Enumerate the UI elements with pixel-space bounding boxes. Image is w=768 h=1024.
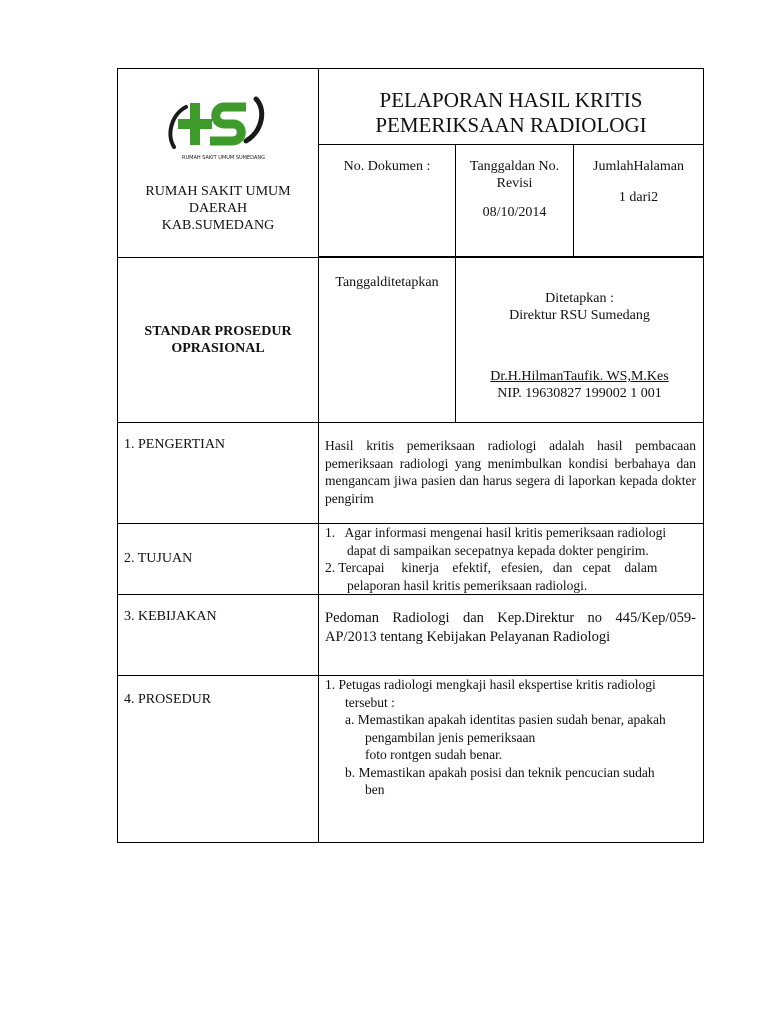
pages-cell <box>574 145 703 256</box>
hospital-logo <box>168 89 268 169</box>
header-row <box>118 69 704 257</box>
section-prosedur <box>118 676 704 843</box>
hospital-cell <box>118 69 319 258</box>
sop-label-cell <box>118 258 319 423</box>
section-label-cell <box>118 595 319 676</box>
list-item: b. Memastikan apakah posisi dan teknik pencucian sudah <box>345 764 655 780</box>
section-label: 3. KEBIJAKAN <box>124 609 217 624</box>
list-item: 2. Tercapai kinerja efektif, efesien, dan cepat dalam <box>325 560 658 575</box>
section-label-cell <box>118 524 319 595</box>
kebijakan-text: Pedoman Radiologi dan Kep.Direktur no 445/Kep/059-AP/2013 tentang Kebijakan Pelayanan Radiologi <box>325 610 696 645</box>
sop-row <box>118 258 704 423</box>
list-item: a. Memastikan apakah identitas pasien sudah benar, apakah <box>345 712 666 727</box>
section-kebijakan <box>118 595 704 676</box>
revision-label: Tanggaldan No. <box>469 159 560 174</box>
section-pengertian <box>118 423 704 524</box>
set-by-label: Ditetapkan : <box>545 291 614 306</box>
signatory-name: Dr.H.HilmanTaufik. WS,M.Kes <box>490 369 669 384</box>
sop-approval-cell <box>319 258 704 423</box>
title-block <box>319 69 704 257</box>
document-meta <box>319 145 703 256</box>
pages-label: JumlahHalaman <box>593 159 684 174</box>
pengertian-text: Hasil kritis pemeriksaan radiologi adalah hasil pembacaan pemeriksaan radiologi yang menimbulkan kondisi berbahaya dan mengancam jiwa pasien dan harus segera di laporkan kepada dokter pengirim <box>325 438 696 506</box>
list-item: 1. Agar informasi mengenai hasil kritis pemeriksaan radiologi <box>325 525 667 540</box>
section-content-cell <box>319 524 704 595</box>
pages-value: 1 dari2 <box>618 190 659 205</box>
set-by-title: Direktur RSU Sumedang <box>509 308 650 323</box>
section-content-cell <box>319 595 704 676</box>
doc-number-label: No. Dokumen : <box>343 159 431 174</box>
hospital-name: RUMAH SAKIT UMUM DAERAH KAB.SUMEDANG <box>145 184 291 233</box>
sop-table <box>117 68 704 843</box>
section-label-cell <box>118 423 319 524</box>
revision-cell: Tanggaldan No. Revisi 08/10/2014 <box>456 145 574 256</box>
revision-date: 08/10/2014 <box>482 205 547 220</box>
logo-caption: RUMAH SAKIT UMUM SUMEDANG <box>182 155 265 161</box>
approval-block <box>456 258 703 422</box>
prosedur-list: 1. Petugas radiologi mengkaji hasil ekspertise kritis radiologi tersebut : a. Memastikan apakah identitas pasien sudah benar, apakah pengambilan jenis pemeriksaan foto rontgen sudah benar. b. Memastikan apakah posisi dan teknik pencucian sudah ben <box>319 676 703 799</box>
sop-label: STANDAR PROSEDUR OPRASIONAL <box>144 324 292 356</box>
section-label: 2. TUJUAN <box>124 551 193 566</box>
section-tujuan <box>118 524 704 595</box>
signatory-nip: NIP. 19630827 199002 1 001 <box>497 386 662 401</box>
section-label-cell <box>118 676 319 843</box>
section-content-cell <box>319 676 704 843</box>
doc-number-cell <box>319 145 456 256</box>
section-label: 1. PENGERTIAN <box>124 437 226 452</box>
section-content-cell <box>319 423 704 524</box>
document-title: PELAPORAN HASIL KRITIS PEMERIKSAAN RADIOLOGI <box>319 69 703 145</box>
list-item: 1. Petugas radiologi mengkaji hasil ekspertise kritis radiologi <box>325 677 656 692</box>
date-set-label: Tanggalditetapkan <box>319 258 456 422</box>
tujuan-list: 1. Agar informasi mengenai hasil kritis pemeriksaan radiologi dapat di sampaikan secepatnya kepada dokter pengirim. 2. Tercapai kinerja efektif, efesien, dan cepat dalam pelaporan hasil kritis pemeriksaan radiologi. <box>319 524 703 594</box>
section-label: 4. PROSEDUR <box>124 692 212 707</box>
